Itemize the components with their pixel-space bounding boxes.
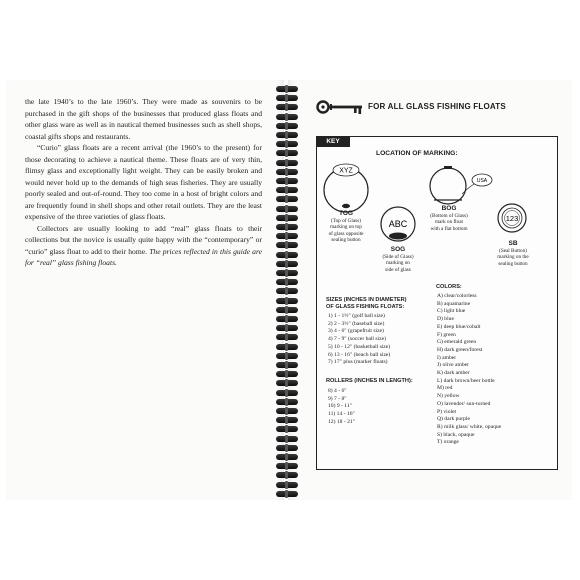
spiral-coil: [276, 316, 298, 322]
paragraph: the late 1940’s to the late 1960’s. They were made as souvenirs to be purchased in the gift shops of the businesses that produced glass floats and other glass ware as well as in nautical themed businesses such as shell shops, coastal gifts shops and restaurants.: [25, 97, 262, 141]
list-item: M) red: [437, 385, 453, 392]
spiral-coil: [276, 454, 298, 460]
sog-mark: ABC: [388, 219, 408, 229]
spiral-coil: [276, 86, 298, 92]
spiral-coil: [276, 242, 298, 248]
list-item: D) blue: [437, 316, 454, 323]
spiral-coil: [276, 463, 298, 469]
tog-caption: TOG (Top of Glass) marking on top of glass opposite sealing button: [316, 210, 376, 244]
list-item: L) dark brown/beer bottle: [437, 377, 495, 384]
spiral-coil: [276, 206, 298, 212]
spiral-coil: [276, 141, 298, 147]
bog-code: BOG: [441, 205, 457, 212]
sizes-list: [328, 313, 390, 367]
spiral-coil: [276, 380, 298, 386]
spiral-coil: [276, 215, 298, 221]
spiral-coil: [276, 344, 298, 350]
sb-code: SB: [508, 240, 518, 247]
spiral-coil: [276, 279, 298, 285]
list-item: 11) 14 - 16″: [328, 411, 355, 418]
tog-mark: XYZ: [339, 167, 353, 175]
spiral-coil: [276, 123, 298, 129]
rollers-title: ROLLERS (INCHES IN LENGTH):: [326, 378, 413, 384]
spiral-coil: [276, 362, 298, 368]
list-item: J) olive amber: [437, 362, 469, 369]
bog-mark: USA: [476, 178, 488, 184]
spiral-coil: [276, 252, 298, 258]
paragraph: “Curio” glass floats are a recent arrival (the 1960’s to the present) for those decorating to achieve a nautical theme. These floats are of very thin, flimsy glass and exceptionally light weight. They can be easily broken and would never hold up to the demands of high seas fisheries. They are usually poorly sealed and out-of-round. They too come in a host of bright colors and are frequently found in shell shops and other retail outlets. They are the least expensive of the three varieties of glass floats.: [25, 143, 262, 221]
spiral-coil: [276, 95, 298, 101]
list-item: G) emerald green: [437, 339, 477, 346]
list-item: 7) 17″ plus (marker floats): [328, 359, 388, 366]
paragraph: [25, 223, 262, 269]
spiral-coil: [276, 160, 298, 166]
sb-mark: 123: [505, 214, 519, 223]
spiral-coil: [276, 472, 298, 478]
spiral-coil: [276, 224, 298, 230]
sb-caption: SB (Seal Button) marking on the sealing button: [482, 240, 544, 267]
spiral-coil: [276, 187, 298, 193]
sb-float-drawing: [498, 204, 526, 232]
list-item: 8) 4 - 6″: [328, 388, 347, 394]
spiral-coil: [276, 288, 298, 294]
spiral-coil: [276, 482, 298, 488]
list-item: N) yellow: [437, 393, 460, 400]
spiral-coil: [276, 426, 298, 432]
colors-title: COLORS:: [436, 284, 462, 290]
list-item: R) milk glass/ white, opaque: [437, 423, 502, 430]
spiral-coil: [276, 307, 298, 313]
spiral-coil: [276, 169, 298, 175]
list-item: O) lavender/ sun-turned: [437, 400, 491, 407]
spiral-coil: [276, 261, 298, 267]
spiral-coil: [276, 196, 298, 202]
list-item: T) orange: [437, 439, 459, 446]
colors-list: [437, 293, 501, 447]
sizes-title: SIZES (INCHES IN DIAMETER) OF GLASS FISHING FLOATS:: [326, 297, 407, 310]
page-heading: FOR ALL GLASS FISHING FLOATS: [368, 102, 506, 111]
list-item: 4) 7 - 9″ (soccer ball size): [328, 336, 386, 343]
sog-float-drawing: [381, 207, 415, 241]
bog-float-drawing: [430, 166, 492, 204]
paragraph-italic: The prices reflected in this guide are for “real” glass fishing floats.: [25, 246, 262, 267]
list-item: C) light blue: [437, 308, 466, 315]
spiral-coil: [276, 353, 298, 359]
list-item: 12) 18 - 21″: [328, 418, 356, 425]
spiral-coil: [276, 436, 298, 442]
spiral-coil: [276, 132, 298, 138]
bog-caption: BOG (Bottom of Glass) mark on float with a flat bottom: [416, 205, 482, 232]
list-item: 5) 10 - 12″ (basketball size): [328, 343, 391, 350]
spiral-coil: [276, 270, 298, 276]
tog-float-drawing: [324, 164, 368, 212]
spiral-coil: [276, 298, 298, 304]
spiral-coil: [276, 150, 298, 156]
spiral-coil: [276, 371, 298, 377]
list-item: K) dark amber: [437, 370, 470, 377]
spiral-coil: [276, 390, 298, 396]
list-item: P) violet: [437, 408, 457, 415]
paragraph-text: Collectors are usually looking to add “real” glass floats to their collections but the novice is usually quite happy with the “contemporary” or “curio” glass float to add to their home.: [25, 223, 262, 256]
key-label: KEY: [316, 136, 350, 147]
list-item: Q) dark purple: [437, 416, 470, 423]
spiral-coil: [276, 491, 298, 497]
list-item: 1) 1 - 1½″ (golf ball size): [328, 313, 385, 319]
spiral-coil: [276, 104, 298, 110]
spiral-coil: [276, 178, 298, 184]
spiral-coil: [276, 445, 298, 451]
list-item: 2) 2 - 3½″ (baseball size): [328, 320, 385, 327]
list-item: A) clear/colorless: [437, 293, 477, 299]
spiral-coil: [276, 334, 298, 340]
list-item: H) dark green/forest: [437, 346, 483, 353]
spiral-coil: [276, 417, 298, 423]
list-item: F) green: [437, 331, 456, 338]
list-item: 9) 7 - 8″: [328, 395, 347, 402]
spiral-coil: [276, 114, 298, 120]
list-item: B) aquamarine: [437, 300, 471, 307]
list-item: 10) 9 - 11″: [328, 403, 353, 410]
list-item: S) black, opaque: [437, 431, 475, 438]
list-item: I) amber: [437, 354, 457, 361]
list-item: 3) 4 - 6″ (grapefruit size): [328, 328, 384, 335]
spiral-binding: [276, 80, 300, 500]
tog-code: TOG: [339, 210, 353, 217]
location-title: LOCATION OF MARKING:: [376, 150, 458, 157]
spiral-coil: [276, 325, 298, 331]
list-item: 6) 13 - 16″ (beach ball size): [328, 351, 391, 358]
sog-code: SOG: [390, 246, 406, 253]
spiral-coil: [276, 399, 298, 405]
sog-caption: SOG (Side of Glass) marking on side of glass: [368, 246, 428, 273]
rollers-list: [328, 388, 355, 427]
list-item: E) deep blue/cobalt: [437, 323, 481, 330]
spiral-coil: [276, 233, 298, 239]
left-page-text: [25, 96, 262, 269]
spiral-coil: [276, 408, 298, 414]
skeleton-key-icon: [316, 99, 364, 115]
